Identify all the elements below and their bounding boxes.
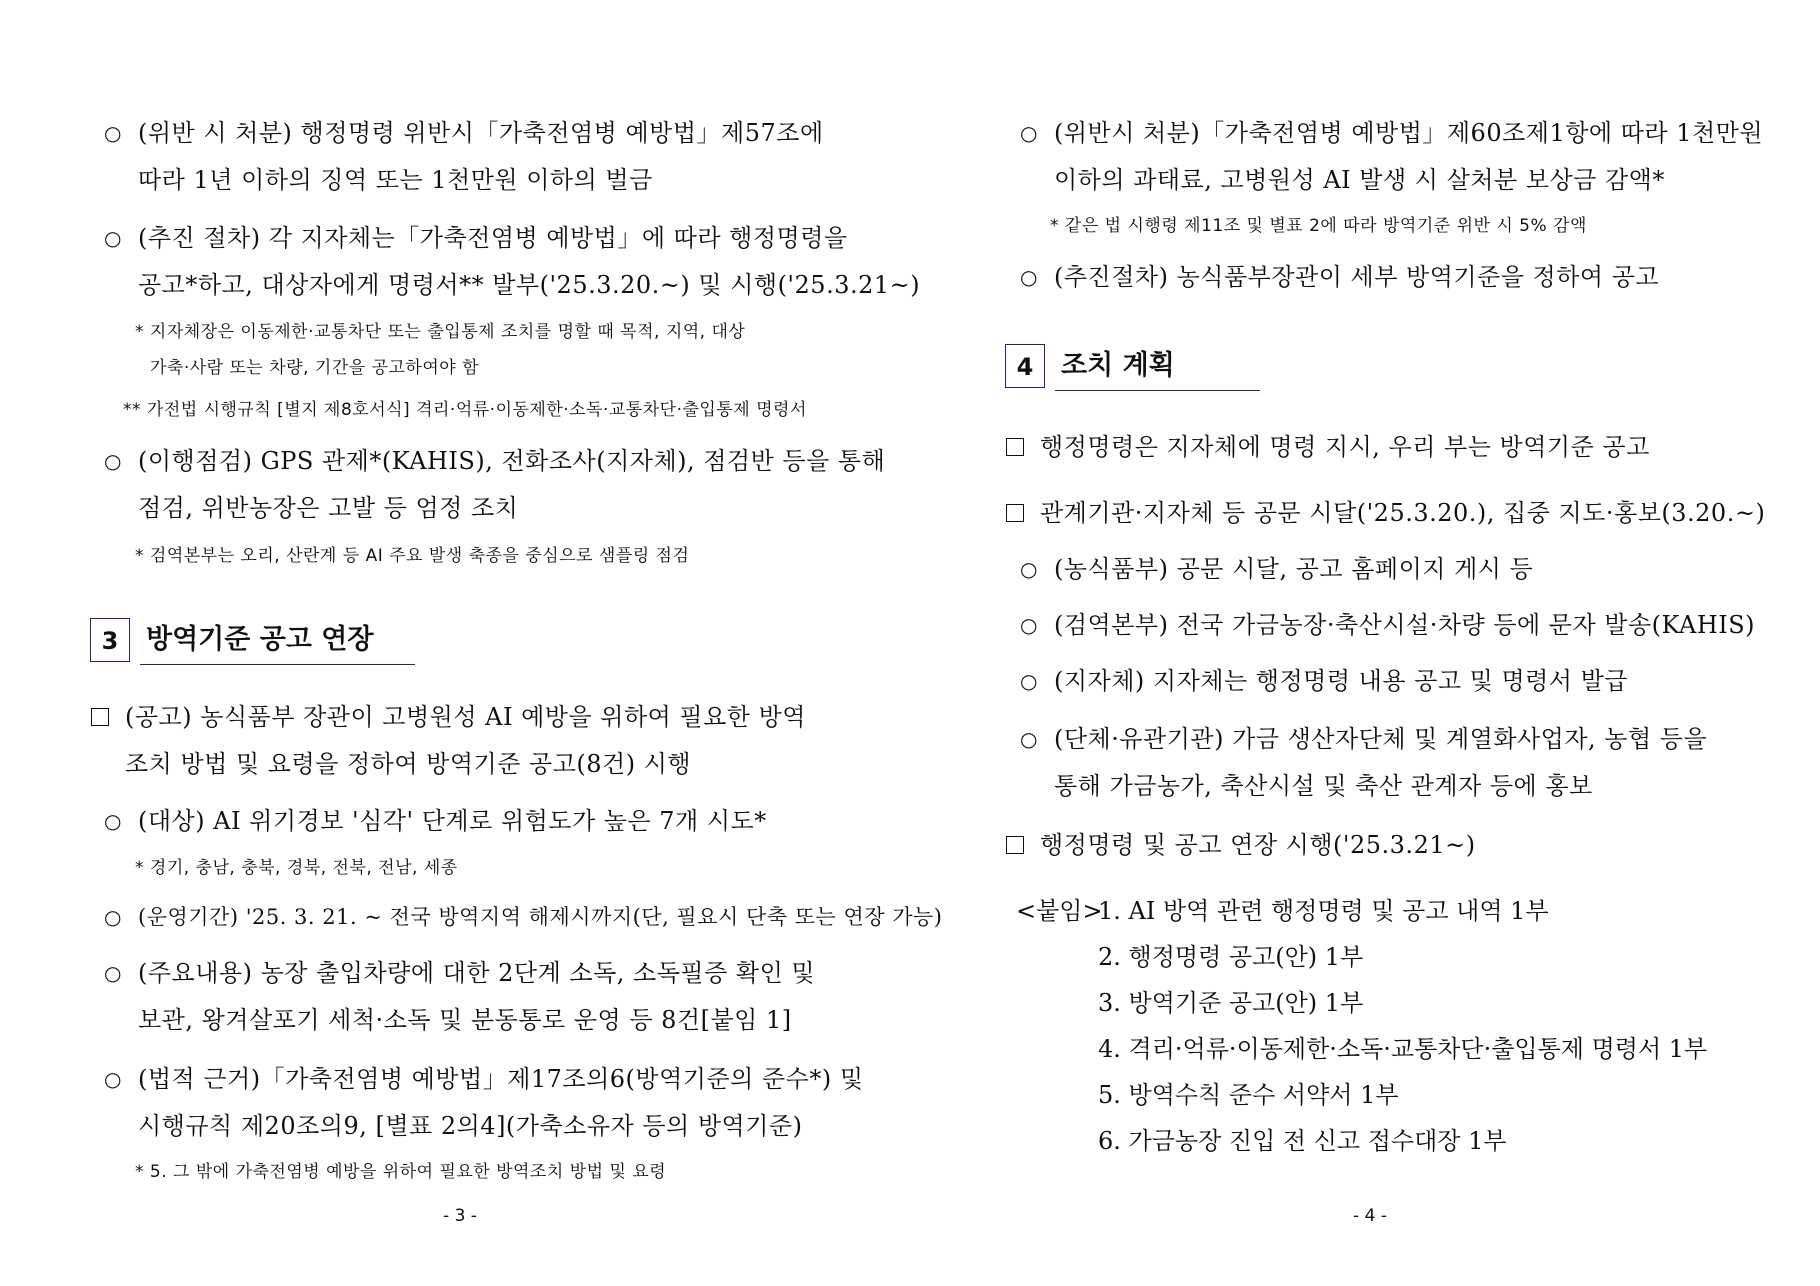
item-target [104,798,767,845]
item-quarantine [1020,602,1756,649]
square-bullet [1006,504,1024,522]
footnote-5: * 5. 그 밖에 가축전염병 예방을 위하여 필요한 방역조치 방법 및 요령 [135,1162,667,1182]
circle-bullet: ○ [104,121,122,145]
footnote-3: * 검역본부는 오리, 산란계 등 AI 주요 발생 축종을 중심으로 샘플링 점검 [135,546,690,566]
item-procedure-line-2: 공고*하고, 대상자에게 명령서** 발부('25.3.20.~) 및 시행('25.3.21~) [138,271,921,299]
item-organizations [1020,716,1708,810]
circle-bullet: ○ [1020,557,1038,581]
item-quarantine-line-1: (검역본부) 전국 가금농장·축산시설·차량 등에 문자 발송(KAHIS) [1054,611,1756,639]
item-legal-line-1: (법적 근거)「가축전염병 예방법」제17조의6(방역기준의 준수*) 및 [138,1065,864,1093]
footnote-1: * 지자체장은 이동제한·교통차단 또는 출입통제 조치를 명할 때 목적, 지역, 대상 [135,322,746,342]
item-legal [104,1056,864,1150]
square-bullet [91,708,109,726]
attachment-3: 3. 방역기준 공고(안) 1부 [1098,989,1364,1017]
attachment-5: 5. 방역수칙 준수 서약서 1부 [1098,1081,1399,1109]
circle-bullet: ○ [1020,727,1038,751]
item-inspection-line-1: (이행점검) GPS 관제*(KAHIS), 전화조사(지자체), 점검반 등을 통해 [138,447,886,475]
circle-bullet: ○ [1020,265,1038,289]
circle-bullet: ○ [1020,669,1038,693]
item-inspection-line-2: 점검, 위반농장은 고발 등 엄정 조치 [138,494,519,522]
item-organizations-line-1: (단체·유관기관) 가금 생산자단체 및 계열화사업자, 농협 등을 [1054,725,1708,753]
section-underline [1055,390,1260,391]
section-underline [140,664,415,665]
item-penalty-r [1020,110,1764,204]
item-content [104,950,816,1044]
page-number: - 3 - [443,1206,477,1226]
square-bullet [1006,438,1024,456]
footnote-r1: * 같은 법 시행령 제11조 및 별표 2에 따라 방역기준 위반 시 5% 감액 [1050,216,1587,236]
square-bullet [1006,836,1024,854]
attachment-label: <붙임> [1016,897,1103,925]
plan-item-2 [1040,490,1765,537]
item-procedure-r-line-1: (추진절차) 농식품부장관이 세부 방역기준을 정하여 공고 [1054,263,1660,291]
section-number: 4 [1005,344,1045,388]
footnote-4: * 경기, 충남, 충북, 경북, 전북, 전남, 세종 [135,858,458,878]
section-number: 3 [90,618,130,662]
item-local-gov [1020,658,1628,705]
item-content-line-1: (주요내용) 농장 출입차량에 대한 2단계 소독, 소독필증 확인 및 [138,959,816,987]
item-penalty-line-2: 따라 1년 이하의 징역 또는 1천만원 이하의 벌금 [138,166,653,194]
plan-item-1 [1040,424,1650,471]
circle-bullet: ○ [104,809,122,833]
attachment-1: 1. AI 방역 관련 행정명령 및 공고 내역 1부 [1098,897,1549,925]
circle-bullet: ○ [104,1067,122,1091]
section-title: 방역기준 공고 연장 [146,624,374,655]
circle-bullet: ○ [1020,121,1038,145]
item-ministry-line-1: (농식품부) 공문 시달, 공고 홈페이지 게시 등 [1054,555,1534,583]
section-3-heading [90,618,420,666]
item-procedure-r [1020,254,1660,301]
circle-bullet: ○ [104,449,122,473]
section-4-heading [1005,344,1285,392]
circle-bullet: ○ [104,905,122,929]
page-number: - 4 - [1353,1206,1387,1226]
item-organizations-line-2: 통해 가금농가, 축산시설 및 축산 관계자 등에 홍보 [1054,772,1593,800]
plan-item-3 [1040,822,1476,869]
notice-item [125,694,806,788]
notice-line-2: 조치 방법 및 요령을 정하여 방역기준 공고(8건) 시행 [125,750,692,778]
page-4 [910,0,1820,1286]
item-penalty [104,110,824,204]
item-local-gov-line-1: (지자체) 지자체는 행정명령 내용 공고 및 명령서 발급 [1054,667,1628,695]
item-penalty-line-1: (위반 시 처분) 행정명령 위반시「가축전염병 예방법」제57조에 [138,119,824,147]
item-procedure-line-1: (추진 절차) 각 지자체는「가축전염병 예방법」에 따라 행정명령을 [138,224,848,252]
circle-bullet: ○ [1020,613,1038,637]
attachment-4: 4. 격리·억류·이동제한·소독·교통차단·출입통제 명령서 1부 [1098,1035,1708,1063]
circle-bullet: ○ [104,226,122,250]
plan-item-2-text: 관계기관·지자체 등 공문 시달('25.3.20.), 집중 지도·홍보(3.20.~) [1040,499,1766,527]
item-procedure [104,215,921,309]
attachment-2: 2. 행정명령 공고(안) 1부 [1098,943,1364,971]
plan-item-3-text: 행정명령 및 공고 연장 시행('25.3.21~) [1040,831,1476,859]
attachment-6: 6. 가금농장 진입 전 신고 접수대장 1부 [1098,1127,1507,1155]
item-legal-line-2: 시행규칙 제20조의9, [별표 2의4](가축소유자 등의 방역기준) [138,1112,803,1140]
footnote-2: ** 가전법 시행규칙 [별지 제8호서식] 격리·억류·이동제한·소독·교통차단·출입통제 명령서 [123,400,807,420]
footnote-1-cont: 가축·사람 또는 차량, 기간을 공고하여야 함 [150,358,480,378]
item-content-line-2: 보관, 왕겨살포기 세척·소독 및 분동통로 운영 등 8건[붙임 1] [138,1006,792,1034]
item-period-line-1: (운영기간) '25. 3. 21. ~ 전국 방역지역 해제시까지(단, 필요시 단축 또는 연장 가능) [138,905,943,929]
item-period [104,894,943,941]
section-title: 조치 계획 [1061,350,1175,381]
item-inspection [104,438,886,532]
item-penalty-r-line-1: (위반시 처분)「가축전염병 예방법」제60조제1항에 따라 1천만원 [1054,119,1764,147]
circle-bullet: ○ [104,961,122,985]
item-ministry [1020,546,1534,593]
item-target-line-1: (대상) AI 위기경보 '심각' 단계로 위험도가 높은 7개 시도* [138,807,767,835]
item-penalty-r-line-2: 이하의 과태료, 고병원성 AI 발생 시 살처분 보상금 감액* [1054,166,1665,194]
plan-item-1-text: 행정명령은 지자체에 명령 지시, 우리 부는 방역기준 공고 [1040,433,1650,461]
notice-line-1: (공고) 농식품부 장관이 고병원성 AI 예방을 위하여 필요한 방역 [125,703,806,731]
